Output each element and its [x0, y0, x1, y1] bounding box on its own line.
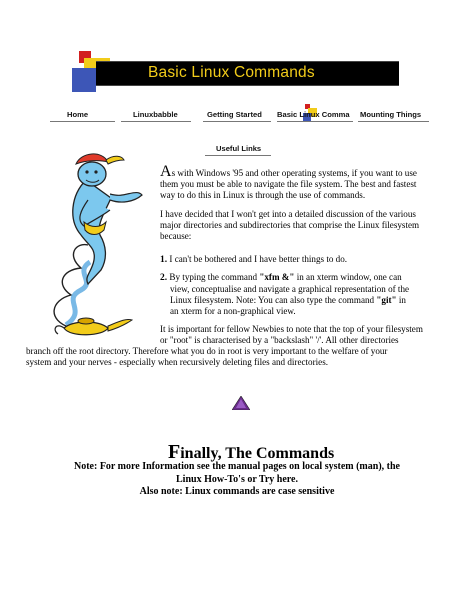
nav-basic-linux-commands-underline — [277, 121, 353, 122]
heading-cap: F — [168, 441, 181, 463]
list-item-1 — [160, 254, 460, 266]
xfm-command: "xfm &" — [259, 272, 295, 282]
intro-line-1: s with Windows '95 and other operating systems, if you want to use — [171, 168, 417, 178]
list-item-1-number: 1. — [160, 255, 168, 265]
nav-mounting-things-underline — [358, 121, 429, 122]
intro-paragraph — [160, 163, 455, 201]
nav-basic-linux-commands-link[interactable]: Basic Linux Comma — [277, 110, 350, 119]
nav-useful-links-link[interactable]: Useful Links — [216, 144, 262, 153]
list-item-2 — [160, 272, 460, 284]
nav-mounting-things-link[interactable]: Mounting Things — [360, 110, 422, 119]
para2-line-2: major directories and subdirectories that comprise the Linux filesystem — [160, 220, 420, 230]
note-line-3: Also note: Linux commands are case sensitive — [139, 486, 335, 497]
genie-illustration — [26, 150, 156, 345]
page-title: Basic Linux Commands — [148, 64, 315, 81]
root-para-line-4: system and your nerves - especially when recursively deleting files and directories. — [26, 357, 329, 367]
list-item-2-text-a: By typing the command — [169, 272, 260, 282]
root-para-line-3: branch off the root directory. Therefore what you do in root is very important to the welfare of your — [26, 346, 388, 356]
nav-getting-started-link[interactable]: Getting Started — [207, 110, 262, 119]
lamp-icon — [55, 318, 132, 335]
note-line-2: Linux How-To's or Try here. — [176, 473, 298, 485]
nav-getting-started-underline — [203, 121, 271, 122]
para2-line-1: I have decided that I won't get into a detailed discussion of the various — [160, 209, 416, 219]
list-item-2-line-3 — [160, 295, 460, 306]
list-item-2-line-2: view, conceptualise and navigate a graphical representation of the — [170, 284, 410, 294]
list-item-2-number: 2. — [160, 273, 168, 283]
intro-line-2: them you must be able to navigate the file system. The best and fastest — [160, 179, 417, 189]
directories-paragraph — [160, 209, 455, 242]
nav-home-underline — [50, 121, 115, 122]
nav-useful-links-underline — [205, 155, 271, 156]
list-item-2-line-4: an xterm for a non-graphical view. — [170, 306, 296, 316]
note-line-1: Note: For more Information see the manual pages on local system (man), the — [74, 461, 400, 472]
list-item-1-text: I can't be bothered and I have better things to do. — [169, 254, 348, 264]
intro-dropcap: A — [160, 163, 172, 180]
git-command: "git" — [376, 295, 397, 305]
root-para-line-2: or "root" is characterised by a "backslash" '/'. All other directories — [160, 335, 399, 345]
root-para-line-1: It is important for fellow Newbies to note that the top of your filesystem — [160, 324, 423, 334]
intro-line-3: way to do this in Linux is through the use of commands. — [160, 190, 366, 200]
notes-block — [0, 461, 474, 499]
para2-line-3: because: — [160, 231, 192, 241]
nav-home-link[interactable]: Home — [67, 110, 89, 119]
reasons-list — [160, 254, 460, 317]
banner-square-blue — [72, 68, 96, 92]
nav-linuxbabble-underline — [121, 121, 191, 122]
list-item-2-text-b: in an xterm window, one can — [294, 272, 402, 282]
heading-rest: inally, The Commands — [180, 445, 335, 462]
list-item-2-line-3-b: in — [396, 295, 406, 305]
list-item-2-line-3-a: Linux filesystem. Note: You can also type the command — [170, 295, 377, 305]
up-arrow-icon[interactable] — [232, 396, 250, 410]
nav-linuxbabble-link[interactable]: Linuxbabble — [133, 110, 178, 119]
